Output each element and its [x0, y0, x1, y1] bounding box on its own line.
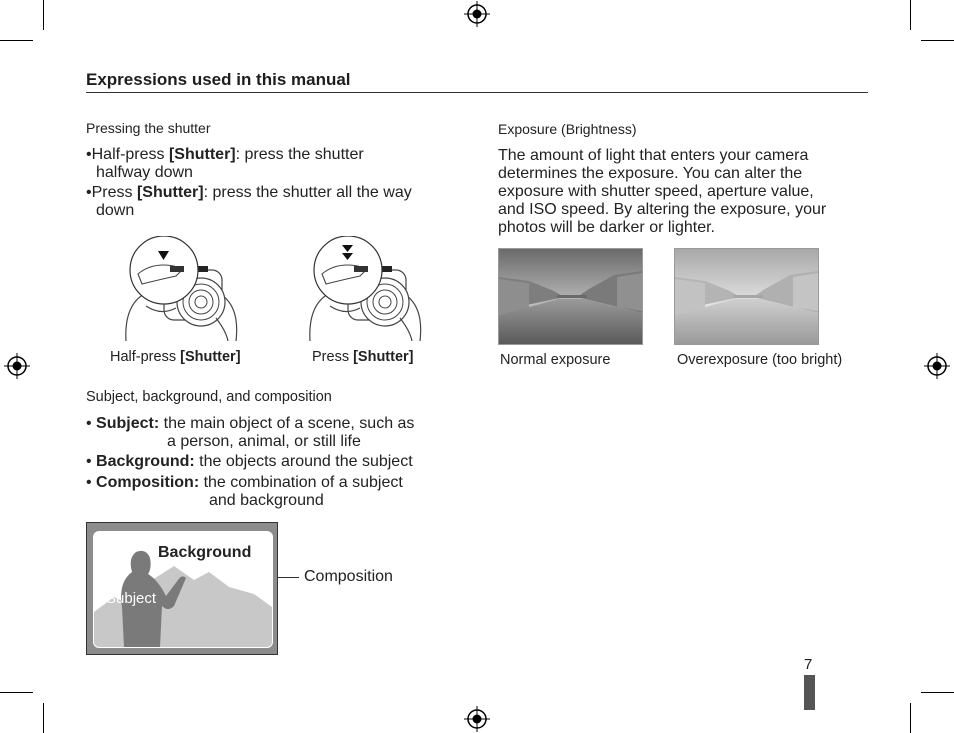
- text: Press: [312, 349, 354, 365]
- text: Press: [91, 184, 137, 201]
- label-background: Background: [158, 544, 252, 561]
- crop-mark: [910, 703, 911, 733]
- label-composition: Composition: [304, 568, 393, 585]
- composition-figure: [86, 522, 278, 655]
- key-label: [Shutter]: [180, 349, 241, 365]
- term: Background:: [96, 453, 195, 470]
- bullet-dot: •: [86, 453, 97, 470]
- term: Composition:: [96, 474, 200, 491]
- bullet-dot: •: [86, 474, 97, 491]
- registration-mark-icon: [4, 353, 30, 379]
- page-tab-marker: [804, 675, 815, 710]
- bullet-half-press: [86, 146, 364, 164]
- crop-mark: [43, 0, 44, 30]
- bullet-dot: •: [86, 415, 97, 432]
- text: the main object of a scene, such as: [159, 415, 415, 432]
- bullet-half-press-cont: halfway down: [96, 164, 193, 181]
- crop-mark: [43, 703, 44, 733]
- bullet-press-cont: down: [96, 202, 135, 219]
- caption-half-press: [110, 349, 241, 365]
- definition-background: [86, 453, 413, 471]
- registration-mark-icon: [464, 706, 490, 732]
- definition-subject: [86, 415, 414, 433]
- key-label: [Shutter]: [136, 184, 204, 201]
- bullet-press: [86, 184, 412, 202]
- page-number: 7: [804, 656, 813, 673]
- exposure-text-line: and ISO speed. By altering the exposure, your: [498, 201, 827, 218]
- label-subject: Subject: [106, 590, 157, 607]
- section-heading-shutter: Pressing the shutter: [86, 120, 211, 136]
- section-heading-composition: Subject, background, and composition: [86, 389, 332, 405]
- bullet-dot: •: [86, 184, 92, 201]
- text: Half-press: [110, 349, 181, 365]
- composition-leader-line: [277, 577, 299, 578]
- crop-mark: [921, 692, 954, 693]
- half-press-illustration: [116, 236, 246, 344]
- exposure-text-line: exposure with shutter speed, aperture value,: [498, 183, 814, 200]
- caption-press: [312, 349, 414, 365]
- key-label: [Shutter]: [353, 349, 414, 365]
- definition-composition: [86, 474, 403, 492]
- overexposure-photo: [674, 248, 819, 345]
- definition-subject-cont: a person, animal, or still life: [167, 433, 361, 450]
- key-label: [Shutter]: [168, 146, 236, 163]
- crop-mark: [0, 692, 33, 693]
- text: the objects around the subject: [194, 453, 413, 470]
- registration-mark-icon: [464, 1, 490, 27]
- figure-inner-frame: [93, 531, 273, 648]
- bullet-dot: •: [86, 146, 92, 163]
- caption-normal-exposure: Normal exposure: [500, 352, 611, 368]
- title-divider: [86, 92, 868, 93]
- section-heading-exposure: Exposure (Brightness): [498, 121, 637, 137]
- text: Half-press: [91, 146, 169, 163]
- exposure-text-line: photos will be darker or lighter.: [498, 219, 715, 236]
- definition-composition-cont: and background: [209, 492, 324, 509]
- crop-mark: [910, 0, 911, 30]
- text: the combination of a subject: [199, 474, 403, 491]
- exposure-text-line: determines the exposure. You can alter the: [498, 165, 803, 182]
- term: Subject:: [96, 415, 160, 432]
- page-title: Expressions used in this manual: [86, 70, 351, 89]
- registration-mark-icon: [924, 353, 950, 379]
- crop-mark: [921, 40, 954, 41]
- crop-mark: [0, 40, 33, 41]
- full-press-illustration: [300, 236, 430, 344]
- text: : press the shutter all the way: [203, 184, 412, 201]
- exposure-text-line: The amount of light that enters your camera: [498, 147, 809, 164]
- text: : press the shutter: [235, 146, 364, 163]
- normal-exposure-photo: [498, 248, 643, 345]
- caption-overexposure: Overexposure (too bright): [677, 352, 843, 368]
